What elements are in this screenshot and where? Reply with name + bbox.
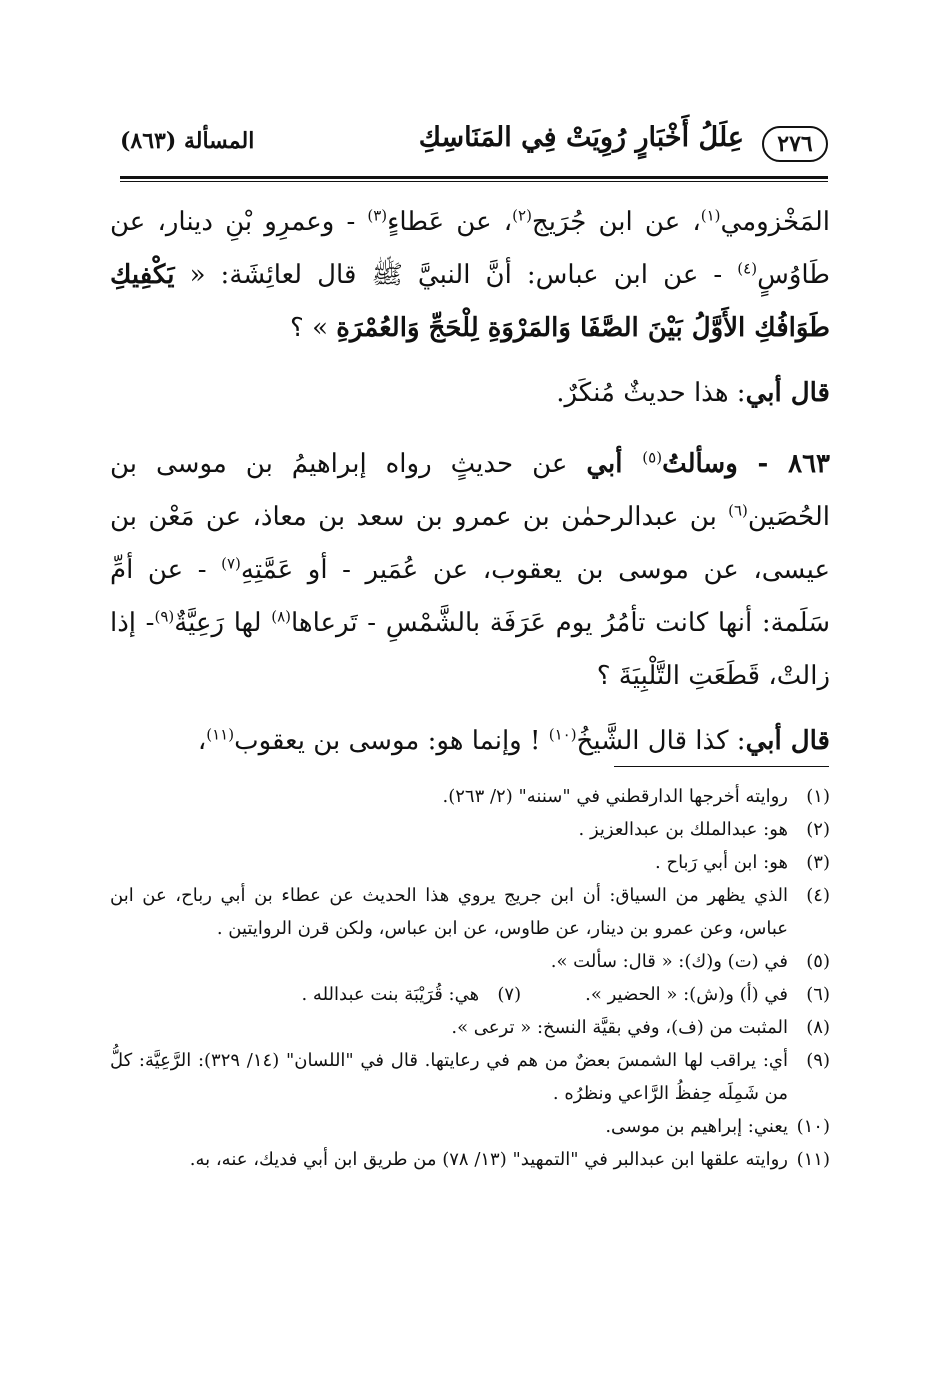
footnote-text: المثبت من (ف)، وفي بقيَّة النسخ: « ترعى ».: [451, 1017, 788, 1038]
text-run: ، عن ابن جُرَيج: [531, 207, 701, 237]
footnote-text: هو: عبدالملك بن عبدالعزيز .: [578, 819, 788, 840]
footnote-8: [110, 1011, 830, 1044]
page-number: ٢٧٦: [762, 126, 828, 162]
footnote-number: (٦): [806, 984, 830, 1005]
paragraph-question-863: [110, 438, 830, 703]
footnote-number: (٢): [806, 819, 830, 840]
speaker-label: قال أبي: [745, 378, 830, 408]
footnote-ref-1: (١): [700, 206, 721, 225]
footnote-text: هو: ابن أبي رَباح .: [655, 852, 788, 873]
footnote-text: في (أ) و(ش): « الحضير ».: [585, 984, 788, 1005]
footnote-6: [585, 978, 830, 1011]
footnote-ref-3: (٣): [367, 206, 388, 225]
footnote-separator: [614, 766, 829, 767]
paragraph-verdict-1: [110, 367, 830, 420]
footnote-ref-4: (٤): [737, 259, 758, 278]
text-run: - عن أمِّ سَلَمة: أنها كانت تأمُرُ يوم عَرَفَة بالشَّمْسِ - تَرعاها: [110, 555, 830, 638]
hadith-text: يَكْفِيكِ طَوَافُكِ الأَوَّلُ بَيْنَ الصَّفَا وَالمَرْوَةِ لِلْحَجِّ وَالعُمْرَةِ: [110, 260, 830, 343]
footnote-number: (٧): [497, 984, 522, 1005]
footnote-number: (١٠): [796, 1116, 830, 1137]
footnote-ref-9: (٩): [154, 607, 175, 626]
footnote-ref-11: (١١): [206, 725, 235, 744]
text-run: - عن ابن عباس: أنَّ النبيَّ ﷺ قال لعائِشَة: «: [174, 260, 738, 290]
paragraph-verdict-2: [110, 715, 830, 768]
footnote-1: [110, 780, 830, 813]
footnote-ref-6: (٦): [728, 501, 748, 520]
footnote-2: [110, 813, 830, 846]
book-title: عِلَلُ أَخْبَارٍ رُوِيَتْ فِي المَنَاسِكِ: [418, 122, 744, 153]
footnote-text: روايته علقها ابن عبدالبر في "التمهيد" (١٣/ ٧٨) من طريق ابن أبي فديك، عنه، به.: [189, 1149, 788, 1170]
speaker-label: قال أبي: [745, 726, 830, 756]
footnote-row-6-7: [110, 978, 830, 1011]
footnote-number: (٨): [806, 1017, 830, 1038]
text-run: المَخْزومي: [720, 207, 830, 237]
footnote-9: [110, 1044, 830, 1110]
footnote-7: [301, 978, 521, 1011]
footnote-text: يعني: إبراهيم بن موسى.: [605, 1116, 788, 1137]
footnote-ref-5: (٥): [642, 448, 663, 467]
footnote-number: (١): [806, 786, 830, 807]
text-run: لها رَعِيَّةٌ: [174, 608, 272, 638]
text-run: ،: [197, 726, 207, 756]
question-lead: ٨٦٣ - وسألتُ: [662, 449, 831, 479]
text-run: : كذا قال الشَّيخُ: [576, 726, 746, 756]
issue-label: المسألة (٨٦٣): [120, 128, 255, 154]
text-run: - وعمرِو بْنِ دينار، عن طَاوُسٍ: [110, 207, 830, 290]
footnote-number: (١١): [796, 1149, 830, 1170]
footnote-number: (٥): [806, 951, 830, 972]
footnote-text: هي: قُرَيْبَة بنت عبدالله .: [301, 984, 480, 1005]
verdict-text: : هذا حديثٌ مُنكَرٌ.: [556, 378, 746, 408]
text-run: - إذا زالتْ، قَطَعَتِ التَّلْبِيَةَ ؟: [110, 608, 830, 691]
main-text: [110, 196, 830, 768]
footnote-ref-7: (٧): [221, 554, 241, 573]
footnote-11: [110, 1143, 830, 1176]
footnote-text: أي: يراقب لها الشمسَ بعضٌ من هم في رعايتها. قال في "اللسان" (١٤/ ٣٢٩): الرَّعِيَّة: كلُّ من شَمِلَه حِفظُ الرَّاعي ونظرُه .: [110, 1050, 788, 1104]
footnote-ref-2: (٢): [512, 206, 532, 225]
footnote-text: روايته أخرجها الدارقطني في "سننه" (٢/ ٢٦٣).: [442, 786, 788, 807]
footnotes: [110, 780, 830, 1176]
footnote-ref-10: (١٠): [548, 725, 577, 744]
footnote-text: الذي يظهر من السياق: أن ابن جريج يروي هذا الحديث عن عطاء بن أبي رباح، عن ابن عباس، وعن عمرو بن دينار، عن طاوس، عن ابن عباس، ولكن قرن الروايتين .: [110, 885, 788, 939]
text-run: ، عن عَطاءٍ: [387, 207, 513, 237]
footnote-number: (٤): [806, 885, 830, 906]
question-lead-2: أبي: [586, 449, 643, 479]
footnote-text: في (ت) و(ك): « قال: سألت ».: [550, 951, 788, 972]
text-run: بن عبدالرحمٰن بن عمرو بن سعد بن معاذ، عن مَعْن بن عيسى، عن موسى بن يعقوب، عن عُمَير - أو عَمَّتِهِ: [110, 502, 830, 585]
running-header: [120, 118, 828, 170]
footnote-3: [110, 846, 830, 879]
text-run: عن حديثٍ رواه إبراهيمُ بن موسى بن الحُصَين: [110, 449, 830, 532]
footnote-5: [110, 945, 830, 978]
footnote-10: [110, 1110, 830, 1143]
footnote-4: [110, 879, 830, 945]
text-run: » ؟: [290, 313, 337, 343]
paragraph-chain: [110, 196, 830, 355]
footnote-number: (٣): [806, 852, 830, 873]
text-run: ! وإنما هو: موسى بن يعقوب: [234, 726, 549, 756]
footnote-ref-8: (٨): [271, 607, 291, 626]
footnote-number: (٩): [806, 1050, 830, 1071]
header-rule: [120, 176, 828, 182]
